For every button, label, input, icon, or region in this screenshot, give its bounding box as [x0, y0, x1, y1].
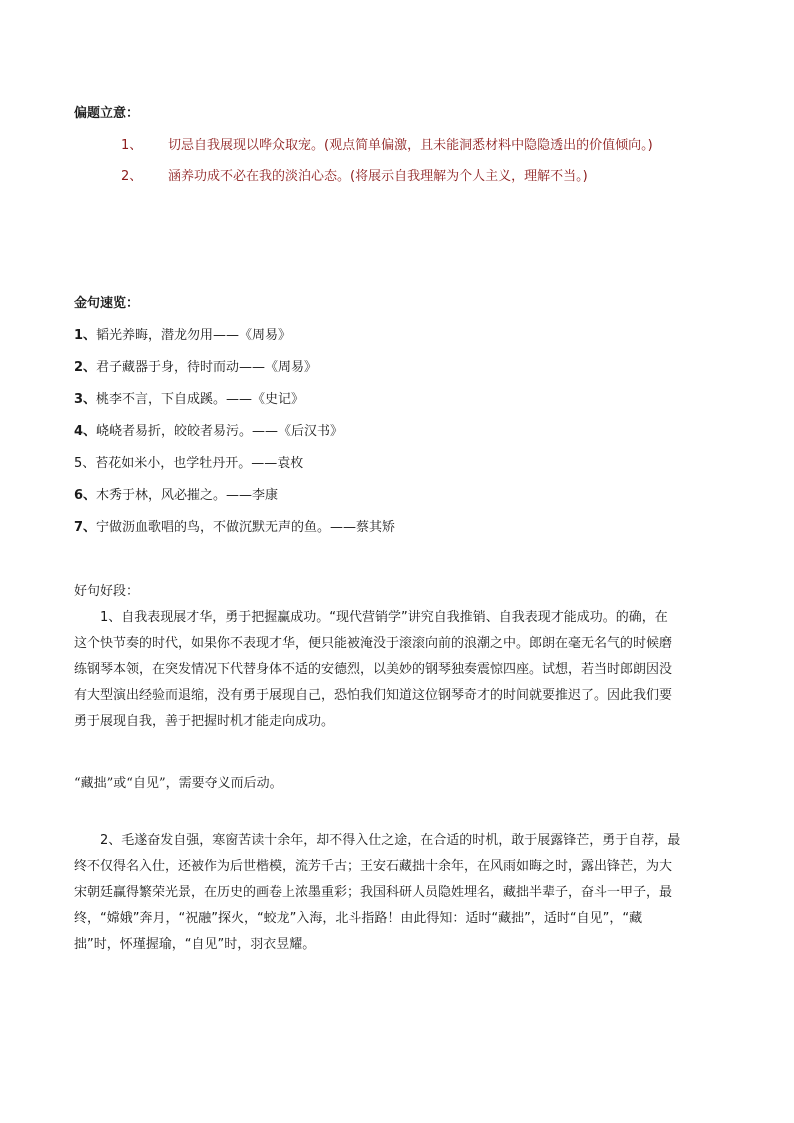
paragraph-line: 2、毛遂奋发自强，寒窗苦读十余年，却不得入仕之途，在合适的时机，敢于展露锋芒，勇于自荐，最: [100, 833, 681, 848]
topic-item: [0, 165, 794, 185]
quote-item: [74, 388, 304, 407]
topic-item-text: 涵养功成不必在我的淡泊心态。(将展示自我理解为个人主义，理解不当。): [168, 169, 588, 184]
quote-item: [74, 484, 278, 503]
quote-text: 木秀于林，风必摧之。——李康: [96, 488, 279, 503]
passage-paragraph-2: [74, 828, 722, 958]
quote-text: 桃李不言，下自成蹊。——《史记》: [96, 392, 305, 407]
paragraph-line: 终不仅得名入仕，还被作为后世楷模，流芳千古；王安石藏拙十余年，在风雨如晦之时，露出锋芒，为大: [74, 859, 673, 874]
quote-number: 6、: [74, 488, 97, 503]
quote-text: 峣峣者易折，皎皎者易污。——《后汉书》: [96, 424, 344, 439]
paragraph-line: 勇于展现自我，善于把握时机才能走向成功。: [74, 714, 335, 729]
quote-item: [74, 420, 343, 439]
passages-heading: 好句好段：: [74, 584, 140, 599]
passage-paragraph-1: [74, 605, 722, 735]
paragraph-line: 有大型演出经验而退缩，没有勇于展现自己，恐怕我们知道这位钢琴奇才的时间就要推迟了。因此我们要: [74, 688, 673, 703]
topic-item-number: 1、: [121, 138, 143, 153]
quote-text: 韬光养晦，潜龙勿用——《周易》: [96, 328, 292, 343]
topic-item-number: 2、: [121, 169, 143, 184]
quote-item: [74, 356, 317, 375]
paragraph-line: 拙”时，怀瑾握瑜，“自见”时，羽衣昱耀。: [74, 937, 316, 952]
quote-number: 1、: [74, 328, 97, 343]
quote-text: 宁做沥血歌唱的鸟，不做沉默无声的鱼。——蔡其矫: [96, 520, 396, 535]
quote-number: 3、: [74, 392, 97, 407]
passage-subline: “藏拙”或“自见”，需要夺义而后动。: [74, 776, 283, 791]
topic-heading: 偏题立意：: [74, 106, 140, 121]
paragraph-line: 练钢琴本领，在突发情况下代替身体不适的安德烈，以美妙的钢琴独奏震惊四座。试想，若当时郎朗因没: [74, 662, 673, 677]
paragraph-line: 宋朝廷赢得繁荣光景，在历史的画卷上浓墨重彩；我国科研人员隐姓埋名，藏拙半辈子，奋斗一甲子，最: [74, 885, 673, 900]
topic-item-text: 切忌自我展现以哗众取宠。(观点简单偏激，且未能洞悉材料中隐隐透出的价值倾向。): [168, 138, 653, 153]
quotes-heading: 金句速览：: [74, 296, 140, 311]
quote-item: [74, 516, 395, 535]
topic-item: [0, 134, 794, 154]
quote-number: 4、: [74, 424, 97, 439]
paragraph-line: 1、自我表现展才华，勇于把握赢成功。“现代营销学”讲究自我推销、自我表现才能成功。的确，在: [100, 610, 668, 625]
quote-text: 苔花如米小，也学牡丹开。——袁枚: [95, 456, 304, 471]
paragraph-line: 终，“嫦娥”奔月，“祝融”探火，“蛟龙”入海，北斗指路！由此得知：适时“藏拙”，适时“自见”，“藏: [74, 911, 643, 926]
quote-number: 7、: [74, 520, 97, 535]
quote-number: 2、: [74, 360, 97, 375]
quote-item: [74, 452, 303, 471]
paragraph-line: 这个快节奏的时代，如果你不表现才华，便只能被淹没于滚滚向前的浪潮之中。郎朗在毫无名气的时候磨: [74, 636, 673, 651]
quote-number: 5、: [74, 456, 96, 471]
quote-text: 君子藏器于身，待时而动——《周易》: [96, 360, 318, 375]
quote-item: [74, 324, 291, 343]
